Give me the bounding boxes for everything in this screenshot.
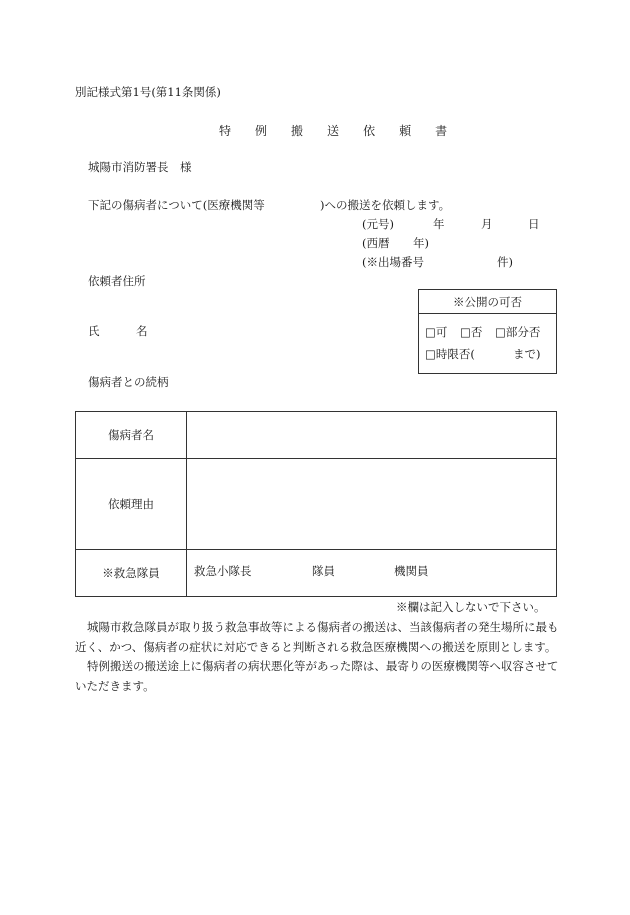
disclosure-option-no[interactable]: □否 (460, 325, 483, 339)
table-row (76, 412, 557, 459)
era-label: (元号) (362, 217, 394, 231)
patient-name-field[interactable] (187, 412, 557, 459)
western-year-open: (西暦 (362, 236, 390, 250)
requester-name-label-1: 氏 (88, 324, 100, 338)
crew-captain-label: 救急小隊長 (194, 564, 252, 578)
day-label: 日 (528, 217, 540, 231)
request-line-suffix: )への搬送を依頼します。 (320, 198, 451, 212)
disclosure-option-partial[interactable]: □部分否 (495, 325, 541, 339)
reason-field[interactable] (187, 459, 557, 550)
patient-name-label: 傷病者名 (76, 412, 187, 459)
title-char: 例 (255, 124, 268, 138)
disclosure-heading: ※公開の可否 (419, 290, 556, 314)
year-label: 年 (433, 217, 445, 231)
requester-address-label: 依頼者住所 (88, 274, 146, 288)
form-title (219, 125, 447, 138)
title-char: 書 (435, 124, 448, 138)
title-char: 送 (327, 124, 340, 138)
disclosure-option-yes[interactable]: □可 (425, 325, 448, 339)
disclosure-option-until: まで) (513, 347, 541, 361)
crew-field[interactable] (187, 550, 557, 597)
relation-label: 傷病者との続柄 (88, 375, 169, 389)
disclosure-box (418, 289, 557, 374)
reason-label: 依頼理由 (76, 459, 187, 550)
form-number: 別記様式第1号(第11条関係) (75, 85, 221, 99)
crew-member-label: 隊員 (312, 564, 335, 578)
title-char: 特 (219, 124, 232, 138)
explanation-paragraph: 特例搬送の搬送途上に傷病者の病状悪化等があった際は、最寄りの医療機関等へ収容させていただきます。 (75, 659, 559, 693)
request-line-prefix: 下記の傷病者について(医療機関等 (88, 198, 265, 212)
crew-engineer-label: 機関員 (394, 564, 429, 578)
explanation-paragraph: 城陽市救急隊員が取り扱う救急事故等による傷病者の搬送は、当該傷病者の発生場所に最も近く、かつ、傷病者の症状に対応できると判断される救急医療機関への搬送を原則とします。 (75, 620, 559, 654)
requester-name-label-2: 名 (136, 324, 148, 338)
disclosure-option-limited[interactable]: □時限否( (425, 347, 475, 361)
western-year-close: 年) (413, 236, 429, 250)
title-char: 搬 (291, 124, 304, 138)
addressee: 城陽市消防署長 様 (88, 160, 192, 174)
month-label: 月 (481, 217, 493, 231)
title-char: 依 (363, 124, 376, 138)
crew-label: ※救急隊員 (76, 550, 187, 597)
explanation (75, 618, 559, 696)
request-table (75, 411, 557, 597)
table-row (76, 459, 557, 550)
note: ※欄は記入しないで下さい。 (396, 600, 546, 614)
dispatch-number-close: 件) (497, 255, 513, 269)
table-row (76, 550, 557, 597)
dispatch-number-open: (※出場番号 (362, 255, 424, 269)
title-char: 頼 (399, 124, 412, 138)
